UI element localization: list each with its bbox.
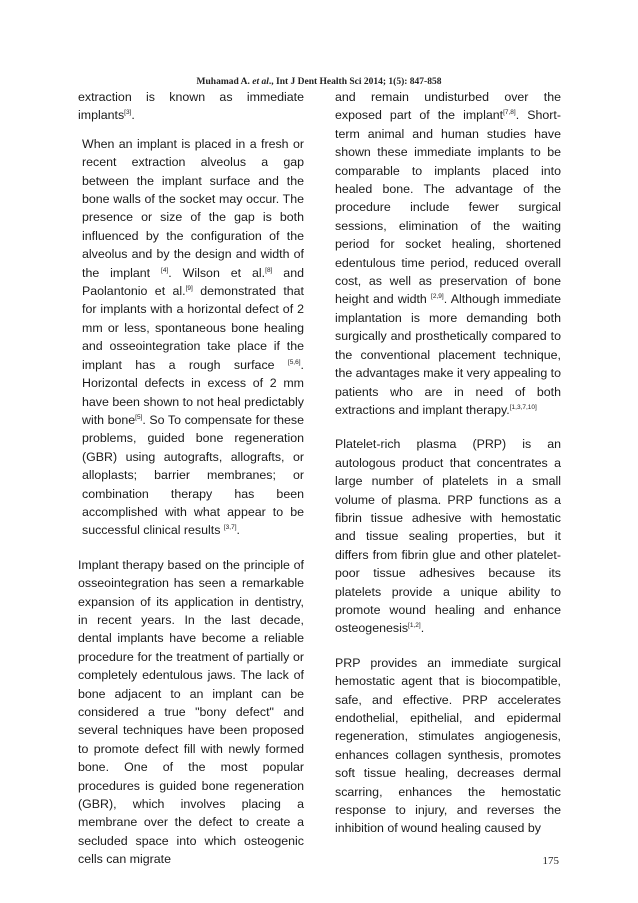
text-span: . Although immediate implantation is more demanding both surgically and prosthetically compared to the conventional placement technique, the advantages make it very appealing to patients who are in need of both extractions and implant therapy. [335, 292, 561, 417]
right-column [335, 88, 561, 854]
citation-ref: [5] [135, 413, 143, 421]
text-span: demonstrated that for implants with a horizontal defect of 2 mm or less, spontaneous bone healing and osseointegration take place if the implant has a rough surface [82, 284, 304, 372]
citation-ref: [8] [265, 266, 273, 274]
paragraph-immediate-advantages [335, 88, 561, 419]
citation-ref: [3,7] [223, 524, 237, 532]
header-authors: Muhamad A. [196, 77, 250, 87]
text-span: and Paolantonio et al. [82, 265, 304, 299]
paragraph-implant-therapy: Implant therapy based on the principle of osseointegration has seen a remarkable expansion of its application in dentistry, in recent years. In the last decade, dental implants have become a reliable procedure for the treatment of partially or completely edentulous jaws. The lack of bone adjacent to an implant can be considered a true "bony defect" and several techniques have been proposed to promote defect fill with newly formed bone. One of the most popular procedures is guided bone regeneration (GBR), which involves placing a membrane over the defect to create a secluded space into which osteogenic cells can migrate [78, 557, 304, 867]
paragraph-immediate-implants [78, 88, 304, 125]
paragraph-prp-definition [335, 435, 561, 637]
citation-ref: [1,3,7,10] [509, 403, 537, 411]
text-span: . Short-term animal and human studies have shown these immediate implants to be comparable to implants placed into healed bone. The advantage of the procedure include fewer surgical sessions, elimination of the waiting period for socket healing, shortened edentulous time period, reduced overall cost, as well as preservation of bone height and width [335, 108, 561, 307]
text-span: . [420, 621, 425, 636]
citation-ref: [4] [161, 266, 169, 274]
citation-ref: [7,8] [503, 109, 516, 117]
citation-ref: [9] [185, 285, 193, 293]
running-header [0, 77, 638, 87]
text-span: and remain undisturbed over the exposed part of the implant [335, 90, 561, 123]
header-etal: et al [252, 77, 269, 87]
text-span: extraction is known as immediate implants [78, 90, 304, 123]
citation-ref: [1,2] [408, 622, 421, 630]
citation-ref: [2,9] [431, 293, 444, 301]
citation-ref: [3] [124, 109, 132, 117]
text-span: . Wilson et al. [168, 265, 266, 280]
text-span: Platelet-rich plasma (PRP) is an autologous product that concentrates a large number of platelets in a small volume of plasma. PRP functions as a fibrin tissue adhesive with hemostatic and tissue sealing properties, but it differs from fibrin glue and other platelet-poor tissue adhesives because its platelets provide a unique ability to promote wound healing and enhance osteogenesis [335, 437, 561, 636]
text-span: . Horizontal defects in excess of 2 mm have been shown to not heal predictably with bone [82, 357, 304, 427]
page-number: 175 [542, 855, 559, 867]
text-span: . So To compensate for these problems, guided bone regeneration (GBR) using autografts, allografts, or alloplasts; barrier membranes; or combination therapy has been accomplished with what appear to be successful clinical results [82, 412, 304, 538]
text-span: When an implant is placed in a fresh or recent extraction alveolus a gap between the implant surface and the bone walls of the socket may occur. The presence or size of the gap is both influenced by the configuration of the alveolus and by the design and width of the implant [82, 136, 304, 280]
header-citation: ., Int J Dent Health Sci 2014; 1(5): 847-858 [268, 77, 442, 87]
text-span: . [131, 108, 135, 123]
paragraph-prp-benefits: PRP provides an immediate surgical hemostatic agent that is biocompatible, safe, and effective. PRP accelerates endothelial, epithelial, and epidermal regeneration, stimulates angiogenesis, enhances collagen synthesis, promotes soft tissue healing, decreases dermal scarring, enhances the hemostatic response to injury, and reverses the inhibition of wound healing caused by [335, 655, 561, 836]
citation-ref: [5,6] [287, 358, 301, 366]
left-column [78, 88, 304, 885]
text-span: . [236, 523, 240, 538]
paragraph-gap-defect [78, 135, 304, 540]
